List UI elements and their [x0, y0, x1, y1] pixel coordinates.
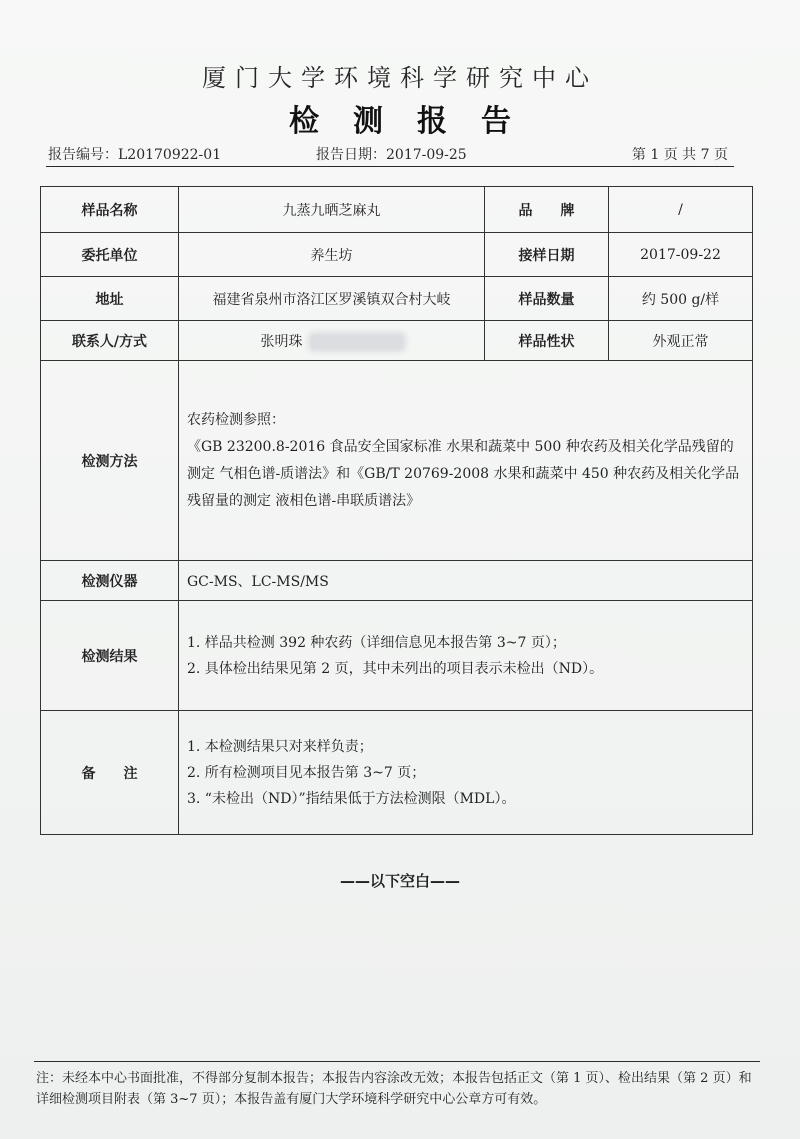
condition-label: 样品性状	[485, 321, 609, 361]
table-row	[41, 187, 753, 233]
method-cell	[179, 361, 753, 561]
report-date: 报告日期：2017-09-25	[316, 147, 467, 163]
result-cell	[179, 601, 753, 711]
method-label: 检测方法	[41, 361, 179, 561]
remark-item-3: 3. “未检出（ND）”指结果低于方法检测限（MDL）。	[187, 790, 516, 807]
receive-date-value: 2017-09-22	[609, 233, 753, 277]
quantity-label: 样品数量	[485, 277, 609, 321]
remark-cell	[179, 711, 753, 835]
condition-value: 外观正常	[609, 321, 753, 361]
redacted-phone	[311, 335, 403, 349]
doc-title: 检测报告	[289, 104, 545, 139]
contact-cell	[179, 321, 485, 361]
table-row	[41, 361, 753, 561]
result-item-1: 1. 样品共检测 392 种农药（详细信息见本报告第 3~7 页）；	[187, 634, 566, 651]
client-value: 养生坊	[179, 233, 485, 277]
footer-note: 注：未经本中心书面批准，不得部分复制本报告；本报告内容涂改无效；本报告包括正文（第 1 页）、检出结果（第 2 页）和详细检测项目附表（第 3~7 页）；本报告盖有厦门大学环境科学研究中心公章方可有效。	[36, 1071, 752, 1107]
contact-label: 联系人/方式	[41, 321, 179, 361]
table-row	[41, 277, 753, 321]
blank-below-marker: ——以下空白——	[339, 872, 460, 890]
method-standards: 《GB 23200.8-2016 食品安全国家标准 水果和蔬菜中 500 种农药及相关化学品残留的测定 气相色谱-质谱法》和《GB/T 20769-2008 水果和蔬菜中 450 种农药及相关化学品残留量的测定 液相色谱-串联质谱法》	[187, 438, 740, 509]
footer-divider	[34, 1061, 760, 1062]
instrument-value: GC-MS、LC-MS/MS	[179, 561, 753, 601]
address-value: 福建省泉州市洛江区罗溪镇双合村大岐	[179, 277, 485, 321]
table-row	[41, 233, 753, 277]
table-row	[41, 321, 753, 361]
org-name: 厦门大学环境科学研究中心	[202, 64, 598, 92]
report-table	[40, 186, 753, 835]
address-label: 地址	[41, 277, 179, 321]
brand-label: 品 牌	[485, 187, 609, 233]
client-label: 委托单位	[41, 233, 179, 277]
brand-value: /	[609, 187, 753, 233]
report-number: 报告编号：L20170922-01	[48, 147, 222, 163]
result-item-2: 2. 具体检出结果见第 2 页，其中未列出的项目表示未检出（ND）。	[187, 660, 604, 677]
table-row	[41, 711, 753, 835]
result-label: 检测结果	[41, 601, 179, 711]
table-row	[41, 561, 753, 601]
contact-value: 张明珠	[260, 333, 303, 350]
sample-name-value: 九蒸九晒芝麻丸	[179, 187, 485, 233]
remark-label: 备 注	[41, 711, 179, 835]
quantity-value: 约 500 g/样	[609, 277, 753, 321]
table-row	[41, 601, 753, 711]
remark-item-2: 2. 所有检测项目见本报告第 3~7 页；	[187, 764, 426, 781]
page-info: 第 1 页 共 7 页	[631, 147, 728, 163]
instrument-label: 检测仪器	[41, 561, 179, 601]
receive-date-label: 接样日期	[485, 233, 609, 277]
method-intro: 农药检测参照：	[187, 411, 285, 428]
remark-item-1: 1. 本检测结果只对来样负责；	[187, 738, 373, 755]
report-meta	[48, 144, 728, 164]
sample-name-label: 样品名称	[41, 187, 179, 233]
header-divider	[46, 166, 734, 167]
